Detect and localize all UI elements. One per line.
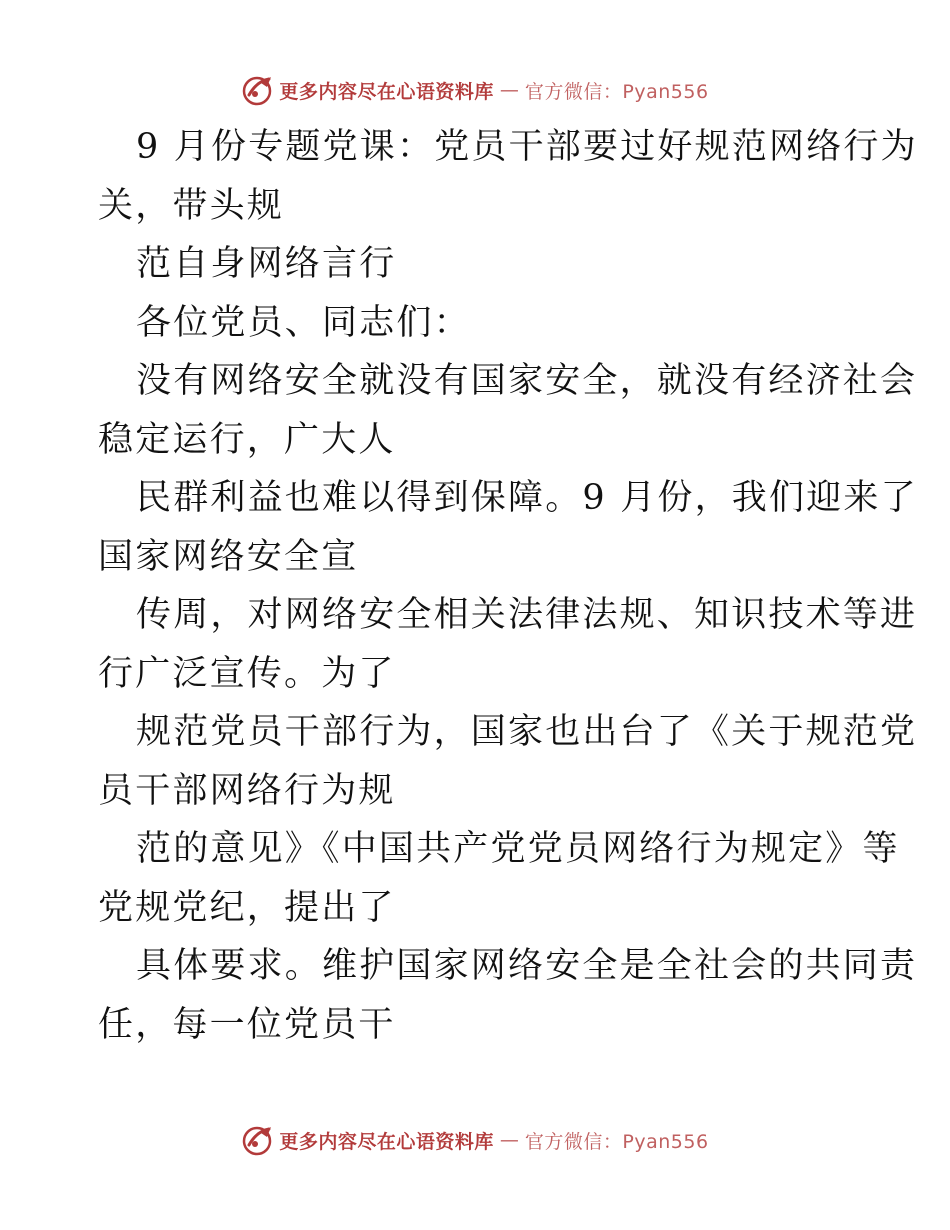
salutation-line: 各位党员、同志们： — [136, 302, 471, 343]
paragraph-line: 党规党纪，提出了 — [98, 887, 396, 928]
title-line-3: 范自身网络言行 — [136, 244, 397, 284]
paragraph-line: 规范党员干部行为，国家也出台了《关于规范党 — [136, 712, 918, 752]
title-line-2: 关，带头规 — [98, 185, 285, 226]
paragraph-line: 传周，对网络安全相关法律法规、知识技术等进 — [136, 595, 918, 635]
footer-banner-content — [241, 1123, 708, 1157]
paragraph-line: 具体要求。维护国家网络安全是全社会的共同责 — [136, 946, 918, 986]
header-banner — [0, 70, 950, 110]
paragraph-line: 范的意见》《中国共产党党员网络行为规定》等 — [136, 829, 900, 869]
paragraph-line: 行广泛宣传。为了 — [98, 653, 396, 694]
banner-wechat-text: 官方微信：Pyan556 — [524, 1130, 709, 1153]
footer-banner — [0, 1120, 950, 1160]
paragraph-line: 民群利益也难以得到保障。9 月份，我们迎来了 — [136, 478, 918, 518]
brand-logo-icon — [241, 73, 275, 107]
document-body — [98, 118, 918, 1054]
paragraph-line: 稳定运行，广大人 — [98, 419, 396, 460]
banner-wechat-text: 官方微信：Pyan556 — [524, 80, 709, 103]
header-banner-content — [241, 73, 708, 107]
paragraph-line: 员干部网络行为规 — [98, 770, 396, 811]
banner-brand-text: 更多内容尽在心语资料库 — [279, 80, 494, 103]
paragraph-line: 没有网络安全就没有国家安全，就没有经济社会 — [136, 361, 918, 401]
brand-logo-icon — [241, 1123, 275, 1157]
banner-brand-text: 更多内容尽在心语资料库 — [279, 1130, 494, 1153]
title-line-1: 9 月份专题党课：党员干部要过好规范网络行为 — [136, 127, 918, 167]
banner-separator: — — [499, 79, 519, 101]
paragraph-line: 国家网络安全宣 — [98, 536, 359, 577]
paragraph-line: 任，每一位党员干 — [98, 1004, 396, 1045]
banner-separator: — — [499, 1129, 519, 1151]
